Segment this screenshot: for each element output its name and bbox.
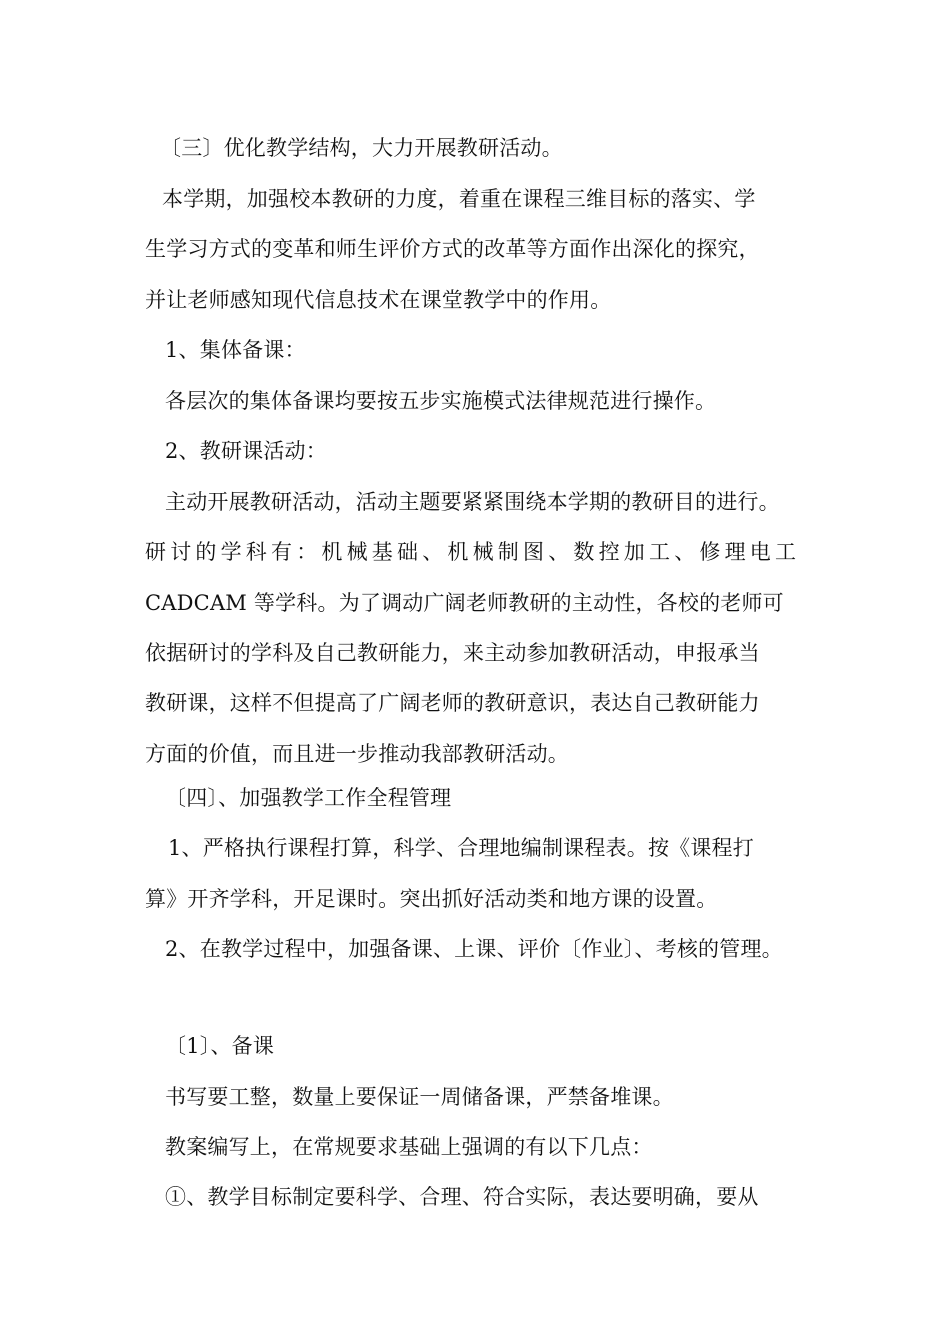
paragraph-line: 研讨的学科有：机械基础、机械制图、数控加工、修理电工 [145,540,801,564]
paragraph-line: 书写要工整，数量上要保证一周储备课，严禁备堆课。 [165,1085,674,1109]
section-heading-4: 〔四〕、加强教学工作全程管理 [165,786,452,810]
paragraph-line: 算》开齐学科，开足课时。突出抓好活动类和地方课的设置。 [145,887,718,911]
paragraph-line: 教研课，这样不但提高了广阔老师的教研意识，表达自己教研能力 [145,691,760,715]
paragraph-line: 方面的价值，而且进一步推动我部教研活动。 [145,742,569,766]
section-heading-3: 〔三〕优化教学结构，大力开展教研活动。 [160,136,563,160]
paragraph-line: 教案编写上，在常规要求基础上强调的有以下几点： [165,1135,653,1159]
paragraph-line: 依据研讨的学科及自己教研能力，来主动参加教研活动，申报承当 [145,641,760,665]
subheading-teaching-research: 2、教研课活动： [165,439,327,463]
paragraph-line: CADCAM 等学科。为了调动广阔老师教研的主动性，各校的老师可 [145,591,784,615]
subheading-collective-lesson-prep: 1、集体备课： [165,338,306,362]
paragraph-line: ①、教学目标制定要科学、合理、符合实际，表达要明确，要从 [165,1185,759,1209]
paragraph-line: 本学期，加强校本教研的力度，着重在课程三维目标的落实、学 [162,187,756,211]
paragraph-line: 各层次的集体备课均要按五步实施模式法律规范进行操作。 [165,389,717,413]
paragraph-line: 主动开展教研活动，活动主题要紧紧围绕本学期的教研目的进行。 [165,490,780,514]
paragraph-line: 并让老师感知现代信息技术在课堂教学中的作用。 [145,288,612,312]
paragraph-line: 生学习方式的变革和师生评价方式的改革等方面作出深化的探究， [145,237,760,261]
paragraph-line: 2、在教学过程中，加强备课、上课、评价〔作业〕、考核的管理。 [165,937,783,961]
paragraph-line: 1、严格执行课程打算，科学、合理地编制课程表。按《课程打 [168,836,754,860]
subheading-lesson-prep: 〔1〕、备课 [165,1034,275,1058]
